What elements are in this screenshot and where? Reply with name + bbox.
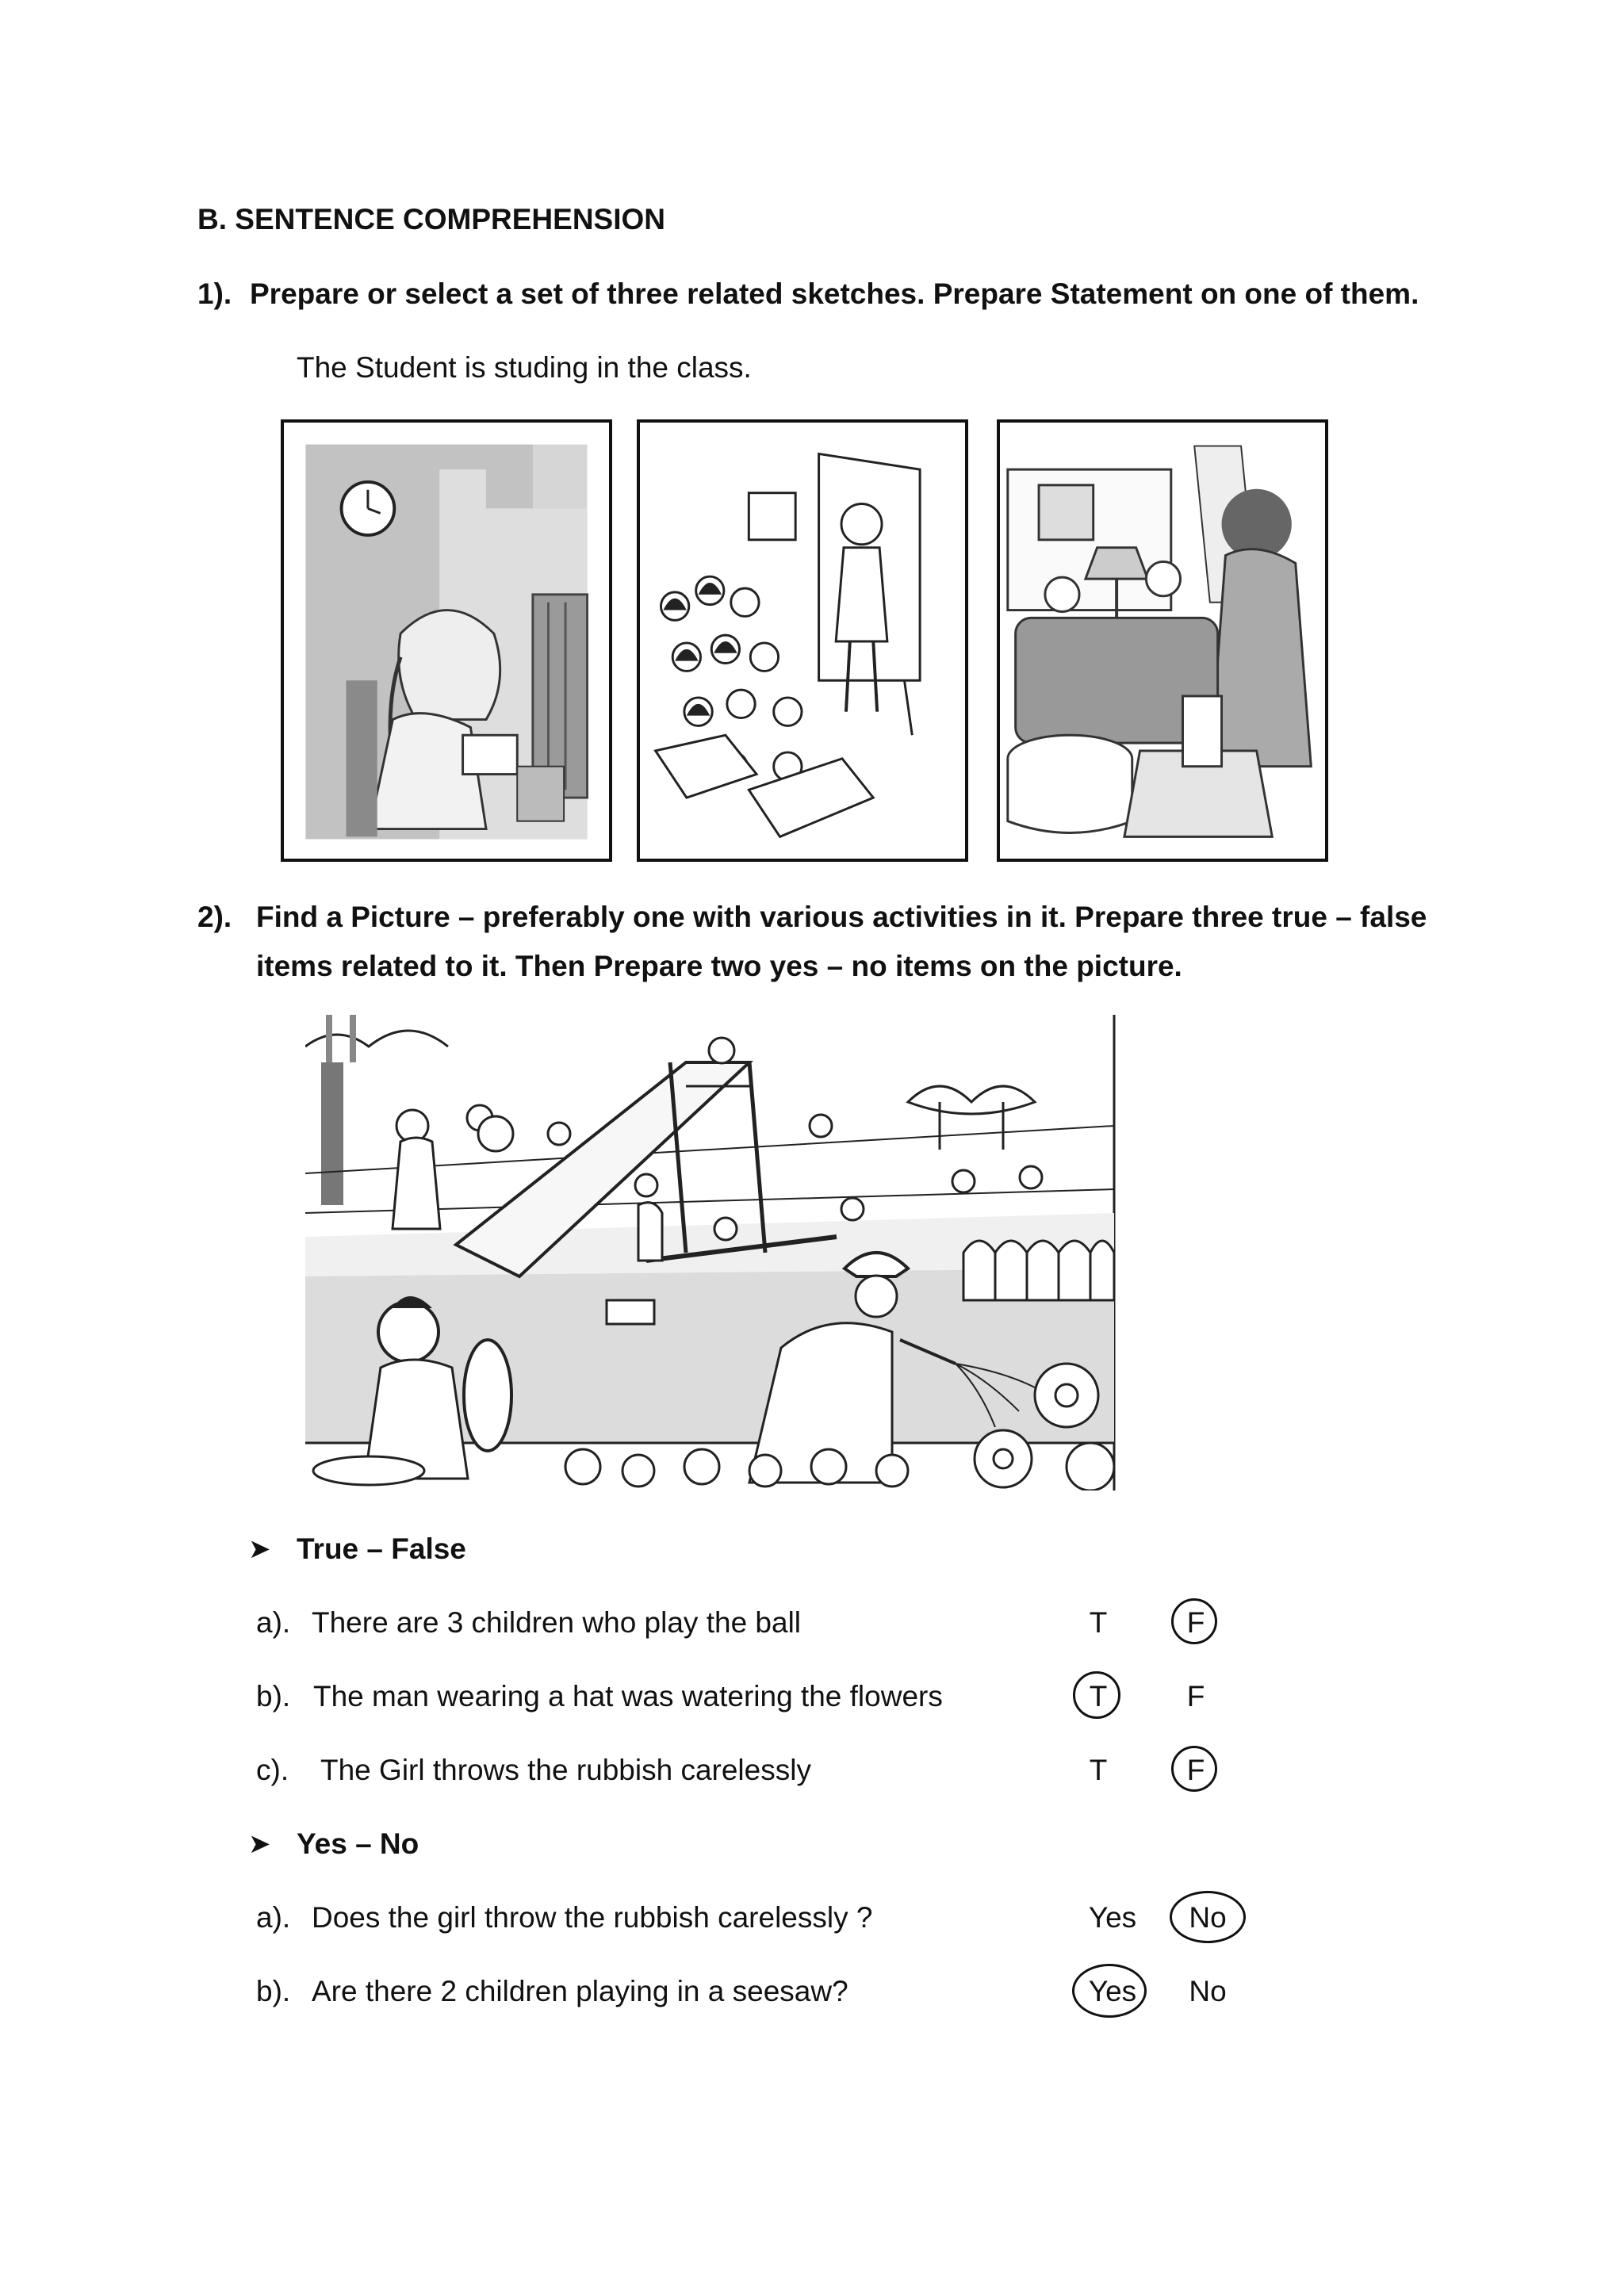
true-false-heading: True – False bbox=[297, 1533, 466, 1565]
playground-scene-sketch bbox=[305, 1015, 1116, 1490]
tf-item-b-false-option[interactable]: F bbox=[1186, 1680, 1205, 1712]
tf-item-a-answer-circle bbox=[1171, 1598, 1217, 1644]
tf-item-a-text: There are 3 children who play the ball bbox=[312, 1606, 802, 1639]
bullet-arrow-icon: ➤ bbox=[248, 1534, 271, 1564]
tf-item-c-false-option[interactable]: F bbox=[1186, 1754, 1205, 1786]
yn-item-a-yes-option[interactable]: Yes bbox=[1088, 1901, 1137, 1934]
tf-item-a-letter: a). bbox=[256, 1606, 291, 1639]
q2-number: 2). bbox=[197, 901, 232, 933]
yn-item-a-no-option[interactable]: No bbox=[1189, 1901, 1227, 1934]
tf-item-b-letter: b). bbox=[256, 1680, 291, 1712]
classroom-teacher-sketch bbox=[637, 419, 968, 862]
yn-item-b-answer-circle bbox=[1072, 1964, 1147, 2018]
section-title: B. SENTENCE COMPREHENSION bbox=[197, 203, 666, 235]
q2-prompt-line1: Find a Picture – preferably one with various activities in it. Prepare three true – false bbox=[256, 901, 1427, 933]
q1-number: 1). bbox=[197, 277, 232, 310]
yn-item-a-answer-circle bbox=[1170, 1891, 1246, 1943]
q1-prompt: Prepare or select a set of three related sketches. Prepare Statement on one of them. bbox=[250, 277, 1419, 310]
bullet-arrow-icon: ➤ bbox=[248, 1829, 271, 1859]
family-living-room-sketch bbox=[997, 419, 1328, 862]
yn-item-b-yes-option[interactable]: Yes bbox=[1088, 1975, 1137, 2007]
girl-reading-sketch bbox=[281, 419, 612, 862]
tf-item-a-true-option[interactable]: T bbox=[1089, 1606, 1108, 1639]
tf-item-c-true-option[interactable]: T bbox=[1089, 1754, 1108, 1786]
tf-item-b-true-option[interactable]: T bbox=[1089, 1680, 1108, 1712]
tf-item-a-false-option[interactable]: F bbox=[1186, 1606, 1205, 1639]
yn-item-b-no-option[interactable]: No bbox=[1189, 1975, 1227, 2007]
yes-no-heading: Yes – No bbox=[297, 1827, 419, 1860]
q1-statement: The Student is studing in the class. bbox=[297, 351, 752, 384]
tf-item-c-answer-circle bbox=[1171, 1746, 1217, 1792]
tf-item-c-text: The Girl throws the rubbish carelessly bbox=[320, 1754, 811, 1786]
tf-item-b-text: The man wearing a hat was watering the flowers bbox=[313, 1680, 943, 1712]
yn-item-a-text: Does the girl throw the rubbish carelessly ? bbox=[312, 1901, 873, 1934]
q2-prompt-line2: items related to it. Then Prepare two yes – no items on the picture. bbox=[256, 950, 1182, 982]
yn-item-b-text: Are there 2 children playing in a seesaw? bbox=[312, 1975, 848, 2007]
yn-item-a-letter: a). bbox=[256, 1901, 291, 1934]
tf-item-c-letter: c). bbox=[256, 1754, 289, 1786]
yn-item-b-letter: b). bbox=[256, 1975, 291, 2007]
tf-item-b-answer-circle bbox=[1073, 1671, 1120, 1719]
